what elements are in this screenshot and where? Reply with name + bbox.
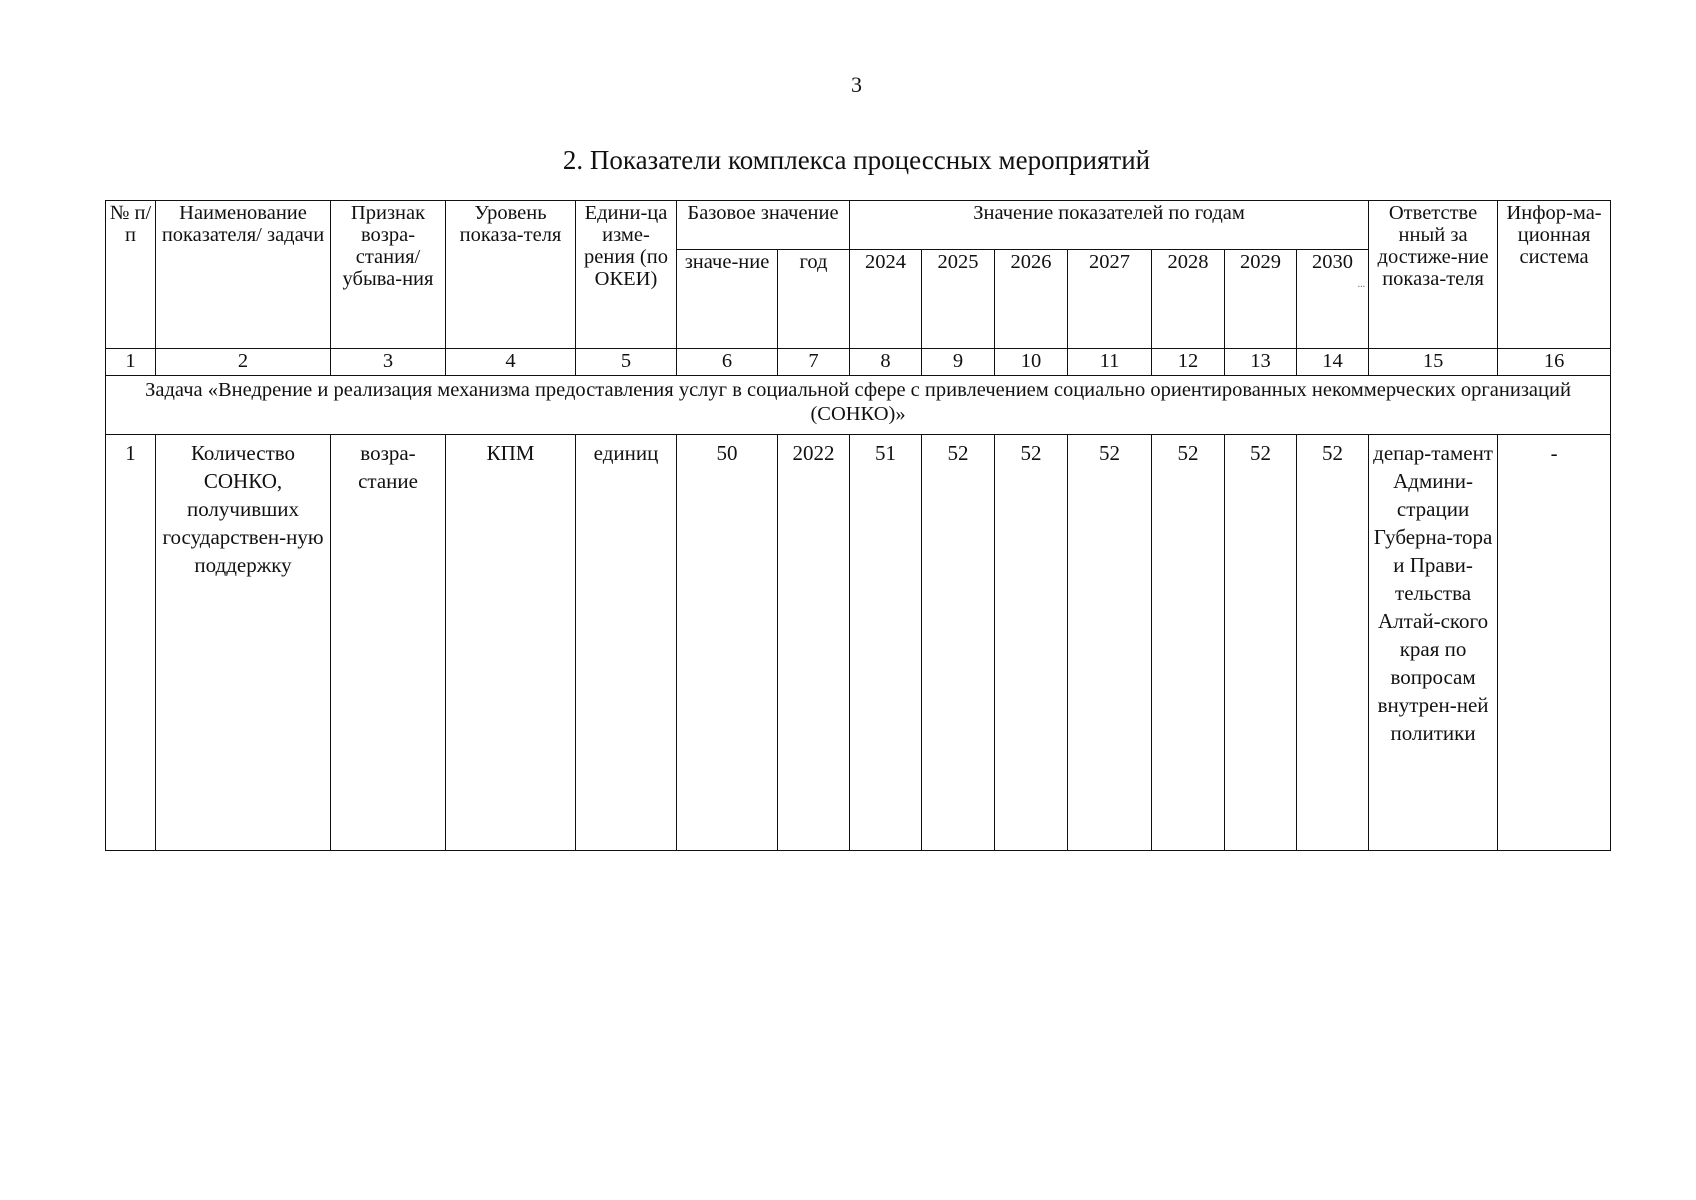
column-number: 3 <box>331 349 446 376</box>
header-year: 2030 <box>1312 251 1354 273</box>
row-unit: единиц <box>576 435 677 851</box>
column-number-row <box>106 349 1611 376</box>
column-number: 10 <box>995 349 1068 376</box>
row-year-value: 51 <box>850 435 922 851</box>
row-responsible: депар-тамент Админи-страции Губерна-тора и Прави-тельства Алтай-ского края по вопросам внутрен-ней политики <box>1369 435 1498 851</box>
table-row <box>106 435 1611 851</box>
header-year: 2026 <box>995 250 1068 349</box>
header-year: 2024 <box>850 250 922 349</box>
section-title: 2. Показатели комплекса процессных мероприятий <box>562 145 1151 175</box>
row-trend: возра-стание <box>331 435 446 851</box>
column-number: 6 <box>677 349 778 376</box>
task-row <box>106 376 1611 435</box>
column-number: 9 <box>922 349 995 376</box>
header-year: 2029 <box>1225 250 1297 349</box>
header-info-system: Инфор-ма-ционная система <box>1498 201 1611 349</box>
column-number: 1 <box>106 349 156 376</box>
header-row-top <box>106 201 1611 250</box>
header-responsible: Ответстве нный за достиже-ние показа-теля <box>1369 201 1498 349</box>
year-ellipsis-mark: ... <box>1357 279 1366 290</box>
column-number: 4 <box>446 349 576 376</box>
column-number: 12 <box>1152 349 1225 376</box>
column-number: 8 <box>850 349 922 376</box>
row-indicator-name: Количество СОНКО, получивших государствен-ную поддержку <box>156 435 331 851</box>
column-number: 11 <box>1068 349 1152 376</box>
header-unit: Едини-ца изме-рения (по ОКЕИ) <box>576 201 677 349</box>
header-year-last <box>1297 250 1369 349</box>
header-year: 2028 <box>1152 250 1225 349</box>
task-description: Задача «Внедрение и реализация механизма предоставления услуг в социальной сфере с привлечением социально ориентированных некоммерческих организаций (СОНКО)» <box>106 376 1611 435</box>
row-year-value: 52 <box>1068 435 1152 851</box>
header-trend: Признак возра-стания/ убыва-ния <box>331 201 446 349</box>
header-year: 2027 <box>1068 250 1152 349</box>
row-number: 1 <box>106 435 156 851</box>
row-year-value: 52 <box>1152 435 1225 851</box>
row-year-value: 52 <box>922 435 995 851</box>
row-base-year: 2022 <box>778 435 850 851</box>
header-base-group: Базовое значение <box>677 201 850 250</box>
page-number: 3 <box>851 72 862 97</box>
row-year-value: 52 <box>1297 435 1369 851</box>
column-number: 5 <box>576 349 677 376</box>
row-info-system: - <box>1498 435 1611 851</box>
header-base-year: год <box>778 250 850 349</box>
column-number: 15 <box>1369 349 1498 376</box>
column-number: 2 <box>156 349 331 376</box>
row-year-value: 52 <box>1225 435 1297 851</box>
row-level: КПМ <box>446 435 576 851</box>
column-number: 16 <box>1498 349 1611 376</box>
column-number: 7 <box>778 349 850 376</box>
row-base-value: 50 <box>677 435 778 851</box>
column-number: 14 <box>1297 349 1369 376</box>
header-base-value: значе-ние <box>677 250 778 349</box>
column-number: 13 <box>1225 349 1297 376</box>
indicators-table <box>105 200 1611 851</box>
header-level: Уровень показа-теля <box>446 201 576 349</box>
row-year-value: 52 <box>995 435 1068 851</box>
header-year: 2025 <box>922 250 995 349</box>
header-indicator-name: Наименование показателя/ задачи <box>156 201 331 349</box>
header-number: № п/ п <box>106 201 156 349</box>
header-years-group: Значение показателей по годам <box>850 201 1369 250</box>
